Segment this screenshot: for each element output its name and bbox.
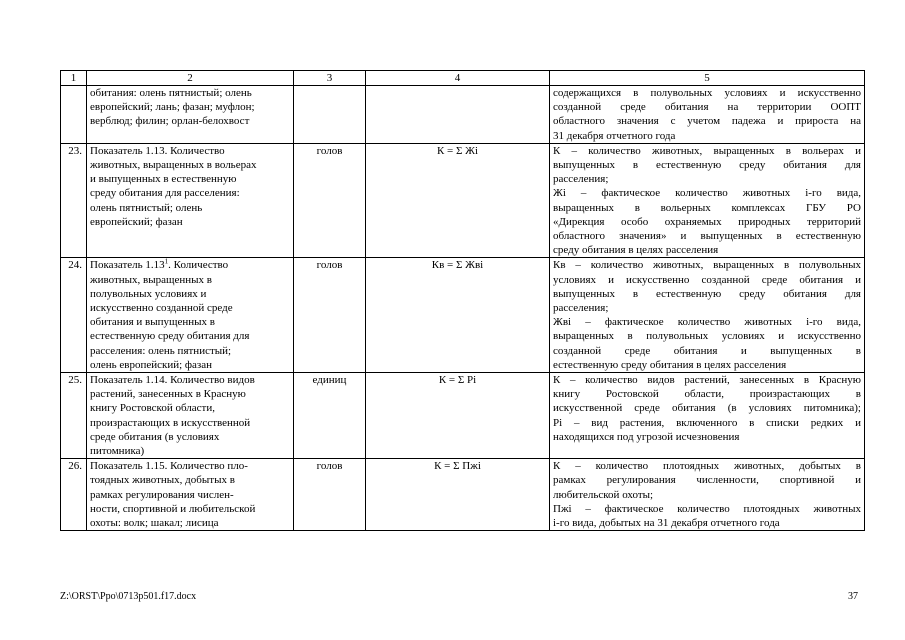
unit-cell: голов (294, 143, 366, 258)
cell-line: созданной среде обитания и выпущенных в (553, 344, 861, 357)
row-number-cell: 25. (61, 373, 87, 459)
description-cell (550, 459, 865, 531)
formula-cell: К = Σ Рi (366, 373, 550, 459)
row-number-cell (61, 86, 87, 144)
footer-file-path: Z:\ORST\Ppo\0713p501.f17.docx (60, 591, 197, 602)
indicator-name-cell (87, 373, 294, 459)
formula-cell (366, 86, 550, 144)
description-cell (550, 373, 865, 459)
table-row (61, 258, 865, 373)
cell-line: среду обитания для расселения: (90, 187, 240, 200)
table-row (61, 373, 865, 459)
cell-line: животных, выращенных в вольерах (90, 159, 257, 172)
cell-line: искусственной среде обитания (в условиях питомника); (553, 402, 861, 415)
cell-line: произрастающих в искусственной (90, 416, 251, 429)
unit-cell: голов (294, 258, 366, 373)
indicator-name-cell (87, 143, 294, 258)
indicator-name-cell (87, 459, 294, 531)
description-cell (550, 143, 865, 258)
indicator-name-cell (87, 258, 294, 373)
cell-line: среду обитания в целях расселения (553, 244, 719, 257)
cell-line: книгу Ростовской области, произрастающих в (553, 388, 861, 401)
cell-line: областного значения» и выпущенных в естественную (553, 230, 861, 243)
cell-line: К – количество плотоядных животных, добытых в (553, 460, 861, 473)
cell-line: выпущенных в естественную среду обитания для (553, 159, 861, 172)
cell-line: К – количество животных, выращенных в вольерах и (553, 144, 861, 157)
cell-line: созданной среде обитания на территории ООПТ (553, 101, 861, 114)
cell-line: содержащихся в полувольных условиях и искусственно (553, 87, 861, 99)
indicator-title-part: Показатель 1.13 (90, 259, 165, 272)
header-col-4: 4 (366, 71, 550, 86)
cell-line: рамках регулирования численности, спортивной и (553, 474, 861, 487)
row-number-cell: 26. (61, 459, 87, 531)
cell-line: Кв – количество животных, выращенных в полувольных (553, 259, 861, 272)
header-col-5: 5 (550, 71, 865, 86)
row-number-cell: 23. (61, 143, 87, 258)
cell-line: Пжi – фактическое количество плотоядных животных (553, 502, 861, 515)
cell-line: европейский; лань; фазан; муфлон; (90, 101, 255, 114)
cell-line: расселения: олень пятнистый; (90, 344, 232, 357)
cell-line: К – количество видов растений, занесенных в Красную (553, 374, 861, 387)
header-col-2: 2 (87, 71, 294, 86)
cell-line: обитания и выпущенных в (90, 316, 215, 329)
cell-line: охоты: волк; шакал; лисица (90, 517, 219, 530)
indicators-table (60, 70, 865, 531)
cell-line: растений, занесенных в Красную (90, 388, 246, 401)
table-row-continuation (61, 86, 865, 144)
page-number: 37 (848, 591, 858, 602)
cell-line: рамках регулирования числен- (90, 488, 234, 501)
table-row (61, 143, 865, 258)
table-row (61, 459, 865, 531)
cell-line: ности, спортивной и любительской (90, 502, 256, 515)
unit-cell: единиц (294, 373, 366, 459)
cell-line: «Дирекция особо охраняемых природных территорий (553, 215, 861, 228)
formula-cell: К = Σ Жi (366, 143, 550, 258)
header-col-1: 1 (61, 71, 87, 86)
cell-line: 31 декабря отчетного года (553, 129, 676, 142)
cell-line: расселения; (553, 302, 609, 315)
cell-spacer (553, 444, 861, 458)
cell-line: находящихся под угрозой исчезновения (553, 430, 740, 443)
cell-line: выпущенных в естественную среду обитания для (553, 287, 861, 300)
cell-line: европейский; фазан (90, 215, 183, 228)
cell-line: Жi – фактическое количество животных i-го вида, (553, 187, 861, 200)
unit-cell (294, 86, 366, 144)
cell-line: выращенных в полувольных условиях и искусственно (553, 330, 861, 343)
cell-line: олень европейский; фазан (90, 358, 213, 371)
superscript-index: 1 (164, 257, 169, 266)
cell-line: верблюд; филин; орлан-белохвост (90, 115, 250, 128)
cell-line: животных, выращенных в (90, 273, 212, 286)
cell-line: областного значения с учетом падежа и прироста на (553, 115, 861, 128)
description-cell (550, 86, 865, 144)
cell-line: выращенных в вольерных комплексах ГБУ РО (553, 201, 861, 214)
formula-cell: К = Σ Пжi (366, 459, 550, 531)
cell-line: Показатель 1.14. Количество видов (90, 374, 255, 387)
row-number-cell: 24. (61, 258, 87, 373)
cell-line (90, 258, 290, 272)
unit-cell: голов (294, 459, 366, 531)
cell-line: естественную среду обитания для (90, 330, 250, 343)
cell-line: i-го вида, добытых на 31 декабря отчетного года (553, 517, 780, 530)
cell-line: питомника) (90, 445, 145, 458)
cell-line: Рi – вид растения, включенного в списки редких и (553, 416, 861, 429)
cell-line: Показатель 1.13. Количество (90, 144, 225, 157)
cell-line: Показатель 1.15. Количество пло- (90, 460, 248, 473)
indicator-name-cell (87, 86, 294, 144)
description-cell (550, 258, 865, 373)
cell-line: условиях и искусственно созданной среде обитания и (553, 273, 861, 286)
cell-line: обитания: олень пятнистый; олень (90, 87, 252, 99)
cell-line: Жвi – фактическое количество животных i-го вида, (553, 316, 861, 329)
table-header-row (61, 71, 865, 86)
cell-line: тоядных животных, добытых в (90, 474, 235, 487)
cell-line: естественную среду обитания в целях расселения (553, 358, 787, 371)
cell-line: и выпущенных в естественную (90, 173, 237, 186)
header-col-3: 3 (294, 71, 366, 86)
formula-cell: Кв = Σ Жвi (366, 258, 550, 373)
cell-line: книгу Ростовской области, (90, 402, 215, 415)
cell-line: расселения; (553, 173, 609, 186)
cell-line: полувольных условиях и (90, 287, 207, 300)
cell-line: олень пятнистый; олень (90, 201, 203, 214)
cell-line: любительской охоты; (553, 488, 654, 501)
indicator-title-rest: . Количество (168, 259, 229, 272)
cell-line: искусственно созданной среде (90, 302, 233, 315)
cell-line: среде обитания (в условиях (90, 430, 220, 443)
